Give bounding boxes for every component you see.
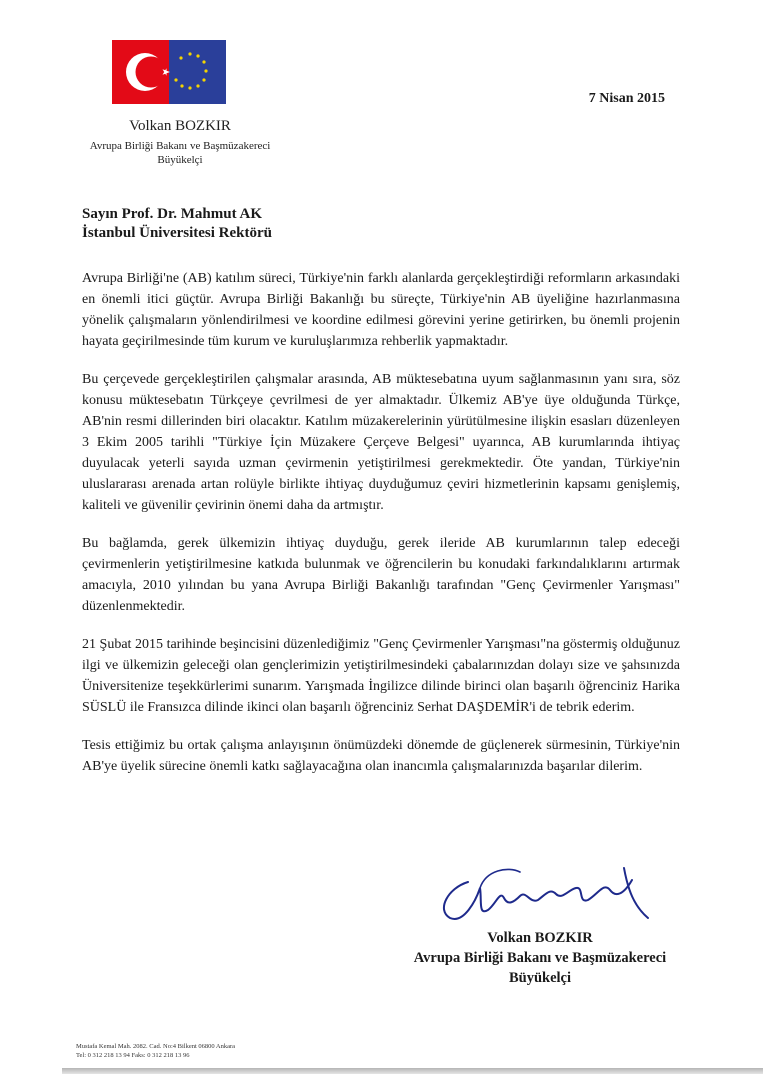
letter-body: [82, 268, 680, 794]
footer-contact: [76, 1042, 235, 1060]
body-paragraph: Bu çerçevede gerçekleştirilen çalışmalar arasında, AB müktesebatına uyum sağlanmasının yanı sıra, söz konusu müktesebatın Türkçeye çevrilmesi de yer almaktadır. Ülkemiz AB'ye üye olduğunda Türkçe, AB'nin resmi dillerinden biri olacaktır. Katılım müzakerelerinin yürütülmesine ilişkin esasları düzenleyen 3 Ekim 2005 tarihli "Türkiye İçin Müzakere Çerçeve Belgesi" uyarınca, AB kurumlarında ihtiyaç duyulacak yeterli sayıda uzman çevirmenin yetiştirilmesi gerekmektedir. Öte yandan, Türkiye'nin uluslararası arenada artan rolüyle birlikte ihtiyaç duyduğumuz çeviri hizmetlerinin kapsamı genişlemiş, kaliteli ve güvenilir çevirinin önemi daha da artmıştır.: [82, 372, 680, 513]
sender-title-line2: Büyükelçi: [157, 154, 203, 166]
footer-phone-fax: Tel: 0 312 218 13 94 Faks: 0 312 218 13 96: [76, 1052, 190, 1059]
sender-title-line1: Avrupa Birliği Bakanı ve Başmüzakereci: [89, 140, 271, 152]
closing-name: Volkan BOZKIR: [487, 930, 593, 946]
body-paragraph: Avrupa Birliği'ne (AB) katılım süreci, Türkiye'nin farklı alanlarda gerçekleştirdiği reformların arkasındaki en önemli itici güçtür. Avrupa Birliği Bakanlığı bu süreçte, Türkiye'nin AB üyeliğine hazırlanmasına yönelik çalışmaların yönlendirilmesi ve koordine edilmesi görevini yerine getirirken, bu önemli projenin hayata geçirilmesinde tüm kurum ve kuruluşlarımıza rehberlik yapmaktadır.: [82, 271, 680, 349]
letter-date: 7 Nisan 2015: [588, 91, 665, 106]
body-paragraph: Bu bağlamda, gerek ülkemizin ihtiyaç duyduğu, gerek ileride AB kurumlarının talep edeceği çevirmenlerin yetiştirilmesine katkıda bulunmak ve öğrencilerin bu konudaki farkındalıklarını artırmak amacıyla, 2010 yılından bu yana Avrupa Birliği Bakanlığı tarafından "Genç Çevirmenler Yarışması" düzenlenmektedir.: [82, 536, 680, 614]
body-paragraph: 21 Şubat 2015 tarihinde beşincisini düzenlediğimiz "Genç Çevirmenler Yarışması"na göstermiş olduğunuz ilgi ve ülkemizin geleceği olan gençlerimizin yetiştirilmesindeki çabalarınızdan dolayı size ve şahsınızda Üniversitenize teşekkürlerimi sunarım. Yarışmada İngilizce dilinde birinci olan başarılı öğrenciniz Harika SÜSLÜ ile Fransızca dilinde ikinci olan başarılı öğrenciniz Serhat DAŞDEMİR'i de tebrik ederim.: [82, 637, 680, 715]
recipient-name: Sayın Prof. Dr. Mahmut AK: [82, 206, 263, 222]
footer-divider: [62, 1068, 763, 1074]
recipient-title: İstanbul Üniversitesi Rektörü: [82, 225, 273, 241]
closing-title-line1: Avrupa Birliği Bakanı ve Başmüzakereci: [413, 950, 667, 966]
closing-block: [380, 928, 700, 988]
footer-address: Mustafa Kemal Mah. 2082. Cad. No:4 Bilkent 06800 Ankara: [76, 1043, 236, 1050]
sender-name: Volkan BOZKIR: [129, 118, 231, 134]
recipient-block: [82, 205, 272, 243]
body-paragraph: Tesis ettiğimiz bu ortak çalışma anlayışının önümüzdeki dönemde de güçlenerek sürmesinin, Türkiye'nin AB'ye üyelik sürecine önemli katkı sağlayacağına olan inancımla çalışmalarınızda başarılar dilerim.: [82, 738, 680, 774]
sender-title: [60, 139, 300, 167]
turkey-eu-flag-logo: [112, 40, 226, 104]
handwritten-signature: [428, 860, 653, 930]
closing-title-line2: Büyükelçi: [508, 970, 572, 986]
